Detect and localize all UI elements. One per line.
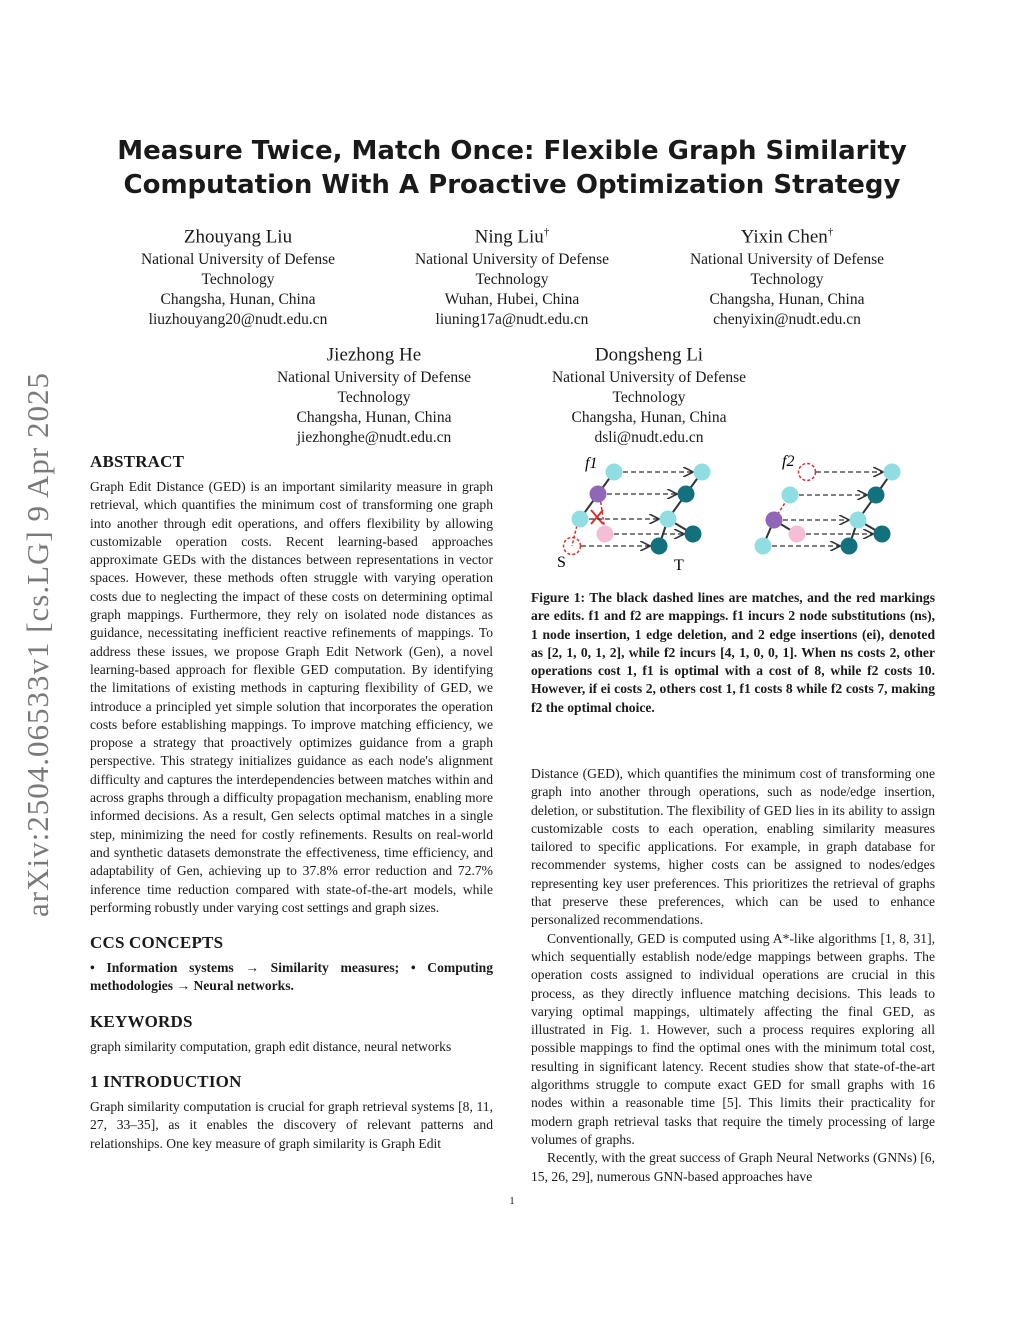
target-node	[678, 486, 695, 503]
author-name: Yixin Chen	[740, 226, 828, 248]
substituted-node	[590, 486, 607, 503]
substituted-node	[766, 512, 783, 529]
abstract-text: Graph Edit Distance (GED) is an important similarity measure in graph retrieval, which quantifies the minimum cost of transforming one graph into another through edit operations, and offers flexibility by allowing customizable operation costs. Recent learning-based approaches approximate GEDs with the distances between representations in vector spaces. However, these methods often struggle with varying operation costs due to neglecting the impact of these costs on determining optimal graph mappings. Furthermore, they rely on isolated node distances as guidance, necessitating inefficient reactive refinements of mappings. To address these issues, we propose Graph Edit Network (Gen), a novel learning-based approach for flexible GED computation. By identifying the limitations of existing methods in capturing flexibility of GED, we introduce a principled yet simple solution that incorporates the operation costs before establishing mappings. To improve matching efficiency, we propose a strategy that proactively optimizes guidance from a graph perspective. This strategy initializes guidance as each node's alignment difficulty and captures the interdependencies between matches within and across graphs through a difficulty propagation mechanism, enabling more informed decisions. As a result, Gen selects optimal matches in a single step, minimizing the need for costly refinements. Results on real-world and synthetic datasets demonstrate the effectiveness, time efficiency, and adaptability of Gen, achieving up to 37.8% error reduction and 72.7% inference time reduction compared with state-of-the-art models, while performing robustly under varying cost settings and graph sizes.	[90, 479, 493, 915]
author-mark: †	[543, 226, 550, 238]
author-location: Changsha, Hunan, China	[296, 409, 452, 427]
target-node	[850, 512, 867, 529]
target-node	[884, 464, 901, 481]
figure-1-graph-mappings	[531, 448, 935, 578]
title-line-2: Computation With A Proactive Optimization Strategy	[123, 170, 901, 200]
target-node	[694, 464, 711, 481]
intro-text-right-2: Conventionally, GED is computed using A*-like algorithms [1, 8, 31], which sequentially establish node/edge mappings between graphs. The operation costs assigned to individual operations are crucial in this process, as they directly influence matching decisions. This leads to varying optimal mappings, ultimately affecting the final GED, as illustrated in Fig. 1. However, such a process requires exploring all possible mappings to find the optimal ones with the minimum total cost, resulting in significant latency. Recent studies show that state-of-the-art algorithms struggle to compute exact GED for small graphs with 16 nodes within a reasonable time [5]. This limits their practicality for modern graph retrieval tasks that require the timely processing of large volumes of graphs.	[531, 930, 935, 1147]
author-affiliation: National University of Defense	[414, 251, 610, 269]
figure-1-caption: Figure 1: The black dashed lines are matches, and the red markings are edits. f1 and f2 are mappings. f1 incurs 2 node substitutions (ns), 1 node insertion, 1 edge deletion, and 2 edge insertions (ei), denoted as [2, 1, 0, 1, 2], while f2 incurs [4, 1, 0, 0, 1]. When ns costs 2, other operations cost 1, f1 is optimal with a cost of 8, while f2 costs 10. However, if ei costs 2, others cost 1, f1 costs 8 while f2 costs 7, making f2 the optimal choice.	[531, 590, 935, 715]
author-email[interactable]: dsli@nudt.edu.cn	[594, 429, 704, 447]
mapping-f1-panel	[557, 455, 711, 574]
substituted-node	[789, 526, 806, 543]
ccs-text: • Information systems → Similarity measures; • Computing methodologies → Neural networks.	[90, 960, 493, 994]
arxiv-stamp: arXiv:2504.06533v1 [cs.LG] 9 Apr 2025	[20, 372, 55, 918]
author-block	[244, 337, 504, 448]
author-email[interactable]: liuzhouyang20@nudt.edu.cn	[148, 311, 328, 329]
substituted-node	[597, 526, 614, 543]
author-name: Zhouyang Liu	[183, 226, 293, 248]
author-location: Changsha, Hunan, China	[160, 291, 316, 309]
right-column	[531, 589, 935, 717]
right-column-body	[531, 765, 935, 1186]
ccs-heading: CCS CONCEPTS	[90, 933, 224, 953]
author-affiliation: Technology	[475, 271, 549, 289]
author-affiliation: National University of Defense	[276, 369, 472, 387]
page-number: 1	[509, 1195, 515, 1207]
author-block	[519, 337, 779, 448]
source-node	[782, 487, 799, 504]
author-mark: †	[827, 226, 834, 238]
target-node	[660, 511, 677, 528]
author-affiliation: Technology	[750, 271, 824, 289]
author-affiliation: National University of Defense	[689, 251, 885, 269]
target-node	[651, 538, 668, 555]
keywords-text: graph similarity computation, graph edit distance, neural networks	[90, 1038, 452, 1054]
author-affiliation: Technology	[337, 389, 411, 407]
target-node	[685, 526, 702, 543]
author-email[interactable]: jiezhonghe@nudt.edu.cn	[296, 429, 452, 447]
paper-title	[100, 134, 924, 202]
author-block	[657, 219, 917, 330]
title-line-1: Measure Twice, Match Once: Flexible Graph Similarity	[117, 136, 907, 166]
label-target-graph: T	[674, 557, 684, 574]
author-location: Wuhan, Hubei, China	[444, 291, 580, 309]
label-source-graph: S	[557, 554, 566, 571]
keywords-heading: KEYWORDS	[90, 1011, 193, 1031]
author-email[interactable]: chenyixin@nudt.edu.cn	[713, 311, 861, 329]
intro-text-left: Graph similarity computation is crucial for graph retrieval systems [8, 11, 27, 33–35], as it enables the discovery of relevant patterns and relationships. One key measure of graph similarity is Graph Edit	[90, 1099, 493, 1151]
author-block	[382, 219, 642, 330]
author-affiliation: National University of Defense	[140, 251, 336, 269]
target-node	[868, 487, 885, 504]
abstract-heading: ABSTRACT	[90, 452, 185, 471]
author-name: Dongsheng Li	[594, 344, 704, 366]
label-f1: f1	[585, 455, 598, 472]
source-node	[606, 464, 623, 481]
target-node	[874, 526, 891, 543]
source-node	[572, 511, 589, 528]
mapping-f2-panel	[755, 453, 901, 555]
author-location: Changsha, Hunan, China	[571, 409, 727, 427]
author-affiliation: Technology	[201, 271, 275, 289]
label-f2: f2	[782, 453, 795, 470]
author-name: Ning Liu	[474, 226, 544, 248]
inserted-node	[799, 464, 816, 481]
intro-text-right-1: Distance (GED), which quantifies the minimum cost of transforming one graph into another through operations, such as node/edge insertion, deletion, or substitution. The flexibility of GED lies in its ability to assign customizable costs to each operation, enabling similarity measures tailored to specific applications. For example, in graph database for recommender systems, higher costs can be assigned to nodes/edges representing key user preferences. This prioritizes the retrieval of graphs that preserve these preferences, which can be used to enhance personalized recommendations.	[531, 766, 935, 928]
author-block	[108, 219, 368, 330]
author-email[interactable]: liuning17a@nudt.edu.cn	[435, 311, 589, 329]
author-affiliation: Technology	[612, 389, 686, 407]
intro-text-right-3: Recently, with the great success of Graph Neural Networks (GNNs) [6, 15, 26, 29], numerous GNN-based approaches have	[531, 1150, 935, 1184]
intro-heading: 1 INTRODUCTION	[90, 1072, 242, 1092]
author-location: Changsha, Hunan, China	[709, 291, 865, 309]
author-name: Jiezhong He	[326, 344, 422, 366]
source-node	[755, 538, 772, 555]
target-node	[841, 538, 858, 555]
author-affiliation: National University of Defense	[551, 369, 747, 387]
left-column	[90, 452, 493, 1153]
